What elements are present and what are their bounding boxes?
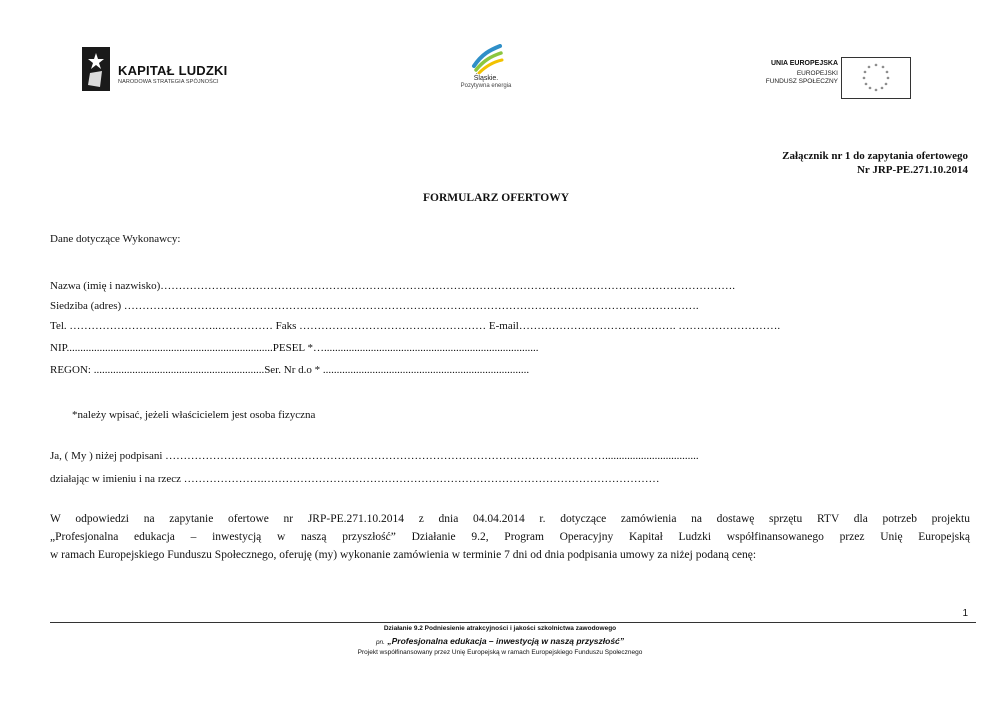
eu-efs-logo	[718, 57, 918, 99]
paragraph-line: W odpowiedzi na zapytanie ofertowe nr JRP-PE.271.10.2014 z dnia 04.04.2014 r. dotyczące zamówienia na dostawę sprzętu RTV dla potrzeb projektu	[50, 513, 970, 525]
footer-divider	[50, 622, 976, 623]
svg-text:*: *	[867, 65, 871, 72]
svg-text:*: *	[884, 82, 888, 89]
paragraph-line: w ramach Europejskiego Funduszu Społecznego, oferuję (my) wykonanie zamówienia w terminie 7 dni od dnia podpisania umowy za niżej podaną cenę:	[50, 549, 757, 561]
footer-project-name: „Profesjonalna edukacja – inwestycją w naszą przyszłość”	[387, 636, 625, 646]
on-behalf-field[interactable]: działając w imieniu i na rzecz ………………….………………………………………………………………………………………………	[50, 473, 660, 485]
note: *należy wpisać, jeżeli właścicielem jest osoba fizyczna	[72, 409, 316, 421]
contact-field[interactable]: Tel. …………………………………..…………… Faks …………………………………………… E-mail……………………………………. ……………………….	[50, 320, 781, 332]
contractor-heading: Dane dotyczące Wykonawcy:	[50, 233, 181, 245]
svg-text:*: *	[886, 76, 890, 83]
slaskie-waves-icon	[470, 44, 504, 74]
svg-text:*: *	[874, 88, 878, 95]
eu-flag-icon	[841, 57, 911, 99]
signatories-field[interactable]: Ja, ( My ) niżej podpisani …………………………………………………………………………………………………………..................................	[50, 450, 699, 462]
slaskie-tagline: Pozytywna energia	[460, 83, 512, 89]
seat-field[interactable]: Siedziba (adres) ………………………………………………………………………………………………………………………………………….	[50, 300, 699, 312]
kapital-ludzki-emblem-icon	[82, 47, 110, 91]
attachment-label: Załącznik nr 1 do zapytania ofertowego	[782, 150, 968, 162]
footer-cofinancing: Projekt współfinansowany przez Unię Europejską w ramach Europejskiego Funduszu Społecznego	[357, 649, 643, 656]
page-number: 1	[962, 608, 968, 619]
svg-text:*: *	[868, 86, 872, 93]
nip-pesel-field[interactable]: NIP...........................................................................PESEL *…..............................................................................	[50, 342, 539, 354]
kapital-ludzki-logo	[82, 47, 252, 91]
eu-logo-line1: UNIA EUROPEJSKA	[770, 60, 838, 67]
svg-text:*: *	[862, 76, 866, 83]
slaskie-logo	[440, 44, 532, 94]
footer-project	[0, 636, 992, 646]
svg-text:*: *	[881, 65, 885, 72]
svg-text:*: *	[885, 70, 889, 77]
svg-text:*: *	[864, 82, 868, 89]
kapital-ludzki-subtitle: NARODOWA STRATEGIA SPÓJNOŚCI	[118, 79, 219, 85]
offer-paragraph	[50, 510, 970, 564]
svg-text:*: *	[880, 86, 884, 93]
svg-text:*: *	[874, 63, 878, 70]
slaskie-name: Śląskie.	[473, 75, 499, 82]
paragraph-line: „Profesjonalna edukacja – inwestycją w naszą przyszłość” Działanie 9.2, Program Operacyjny Kapitał Ludzki współfinansowanego przez Unię Europejską	[50, 531, 970, 543]
regon-field[interactable]: REGON: ..............................................................Ser. Nr d.o * ...........................................................................	[50, 364, 530, 376]
kapital-ludzki-name: KAPITAŁ LUDZKI	[118, 63, 228, 78]
name-field[interactable]: Nazwa (imię i nazwisko)………………………………………………………………………………………………………………………………………….	[50, 280, 736, 292]
attachment-number: Nr JRP-PE.271.10.2014	[856, 164, 968, 176]
form-title: FORMULARZ OFERTOWY	[422, 192, 569, 204]
svg-text:*: *	[863, 70, 867, 77]
eu-logo-line3: FUNDUSZ SPOŁECZNY	[765, 78, 838, 85]
footer-pn-prefix: pn.	[375, 639, 385, 646]
eu-logo-line2: EUROPEJSKI	[796, 70, 838, 77]
footer-action: Działanie 9.2 Podniesienie atrakcyjności i jakości szkolnictwa zawodowego	[383, 625, 617, 632]
